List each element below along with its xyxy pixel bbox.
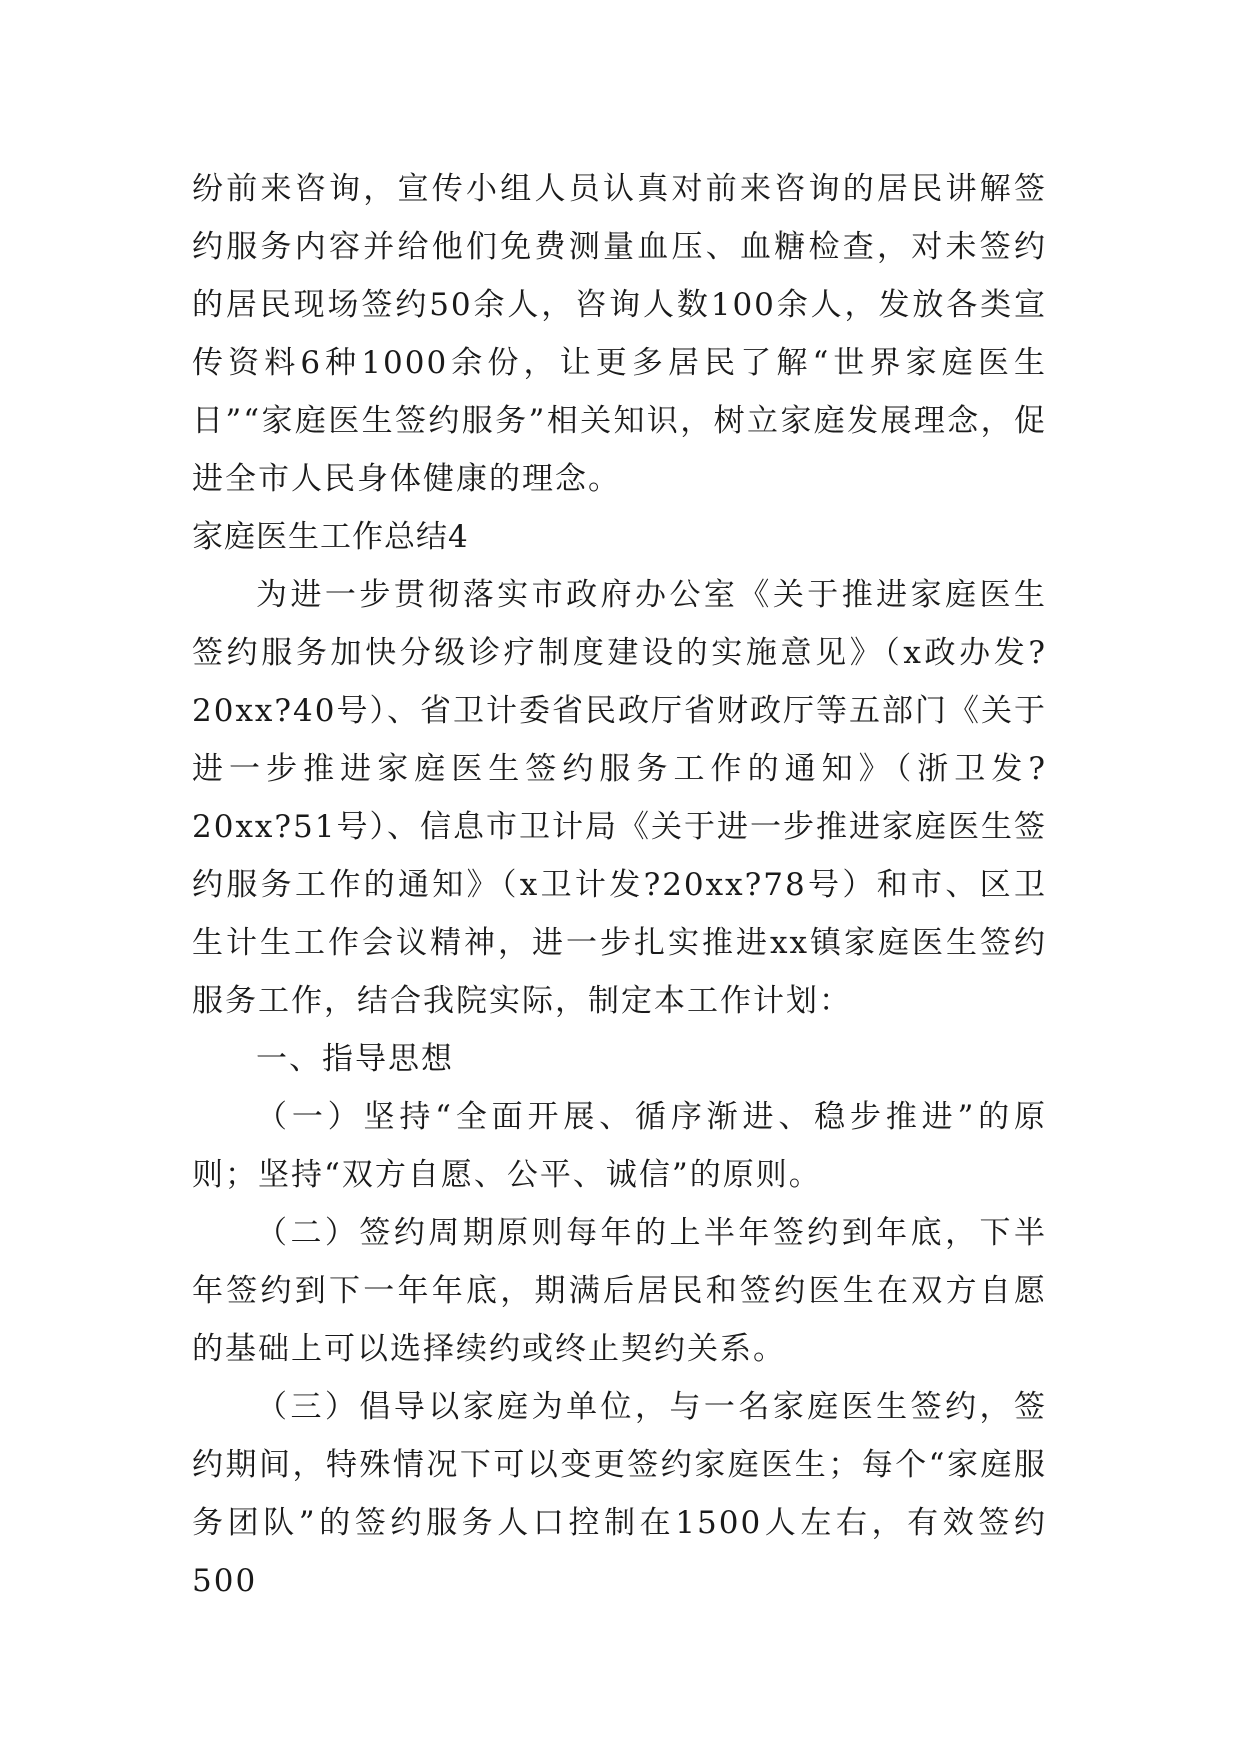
- section-title: 家庭医生工作总结4: [192, 519, 469, 555]
- subheading-guiding-ideology: 一、指导思想: [256, 1041, 454, 1077]
- paragraph-item-1: （一）坚持“全面开展、循序渐进、稳步推进”的原则；坚持“双方自愿、公平、诚信”的原则。: [192, 1099, 1047, 1193]
- paragraph-continuation: 纷前来咨询，宣传小组人员认真对前来咨询的居民讲解签约服务内容并给他们免费测量血压、血糖检查，对未签约的居民现场签约50余人，咨询人数100余人，发放各类宣传资料6种1000余份，让更多居民了解“世界家庭医生日”“家庭医生签约服务”相关知识，树立家庭发展理念，促进全市人民身体健康的理念。: [192, 171, 1047, 497]
- paragraph-intro: 为进一步贯彻落实市政府办公室《关于推进家庭医生签约服务加快分级诊疗制度建设的实施意见》（x政办发?20xx?40号）、省卫计委省民政厅省财政厅等五部门《关于进一步推进家庭医生签约服务工作的通知》（浙卫发?20xx?51号）、信息市卫计局《关于进一步推进家庭医生签约服务工作的通知》（x卫计发?20xx?78号）和市、区卫生计生工作会议精神，进一步扎实推进xx镇家庭医生签约服务工作，结合我院实际，制定本工作计划：: [192, 577, 1047, 1019]
- document-body: [192, 160, 1047, 1610]
- paragraph-item-2: （二）签约周期原则每年的上半年签约到年底，下半年签约到下一年年底，期满后居民和签约医生在双方自愿的基础上可以选择续约或终止契约关系。: [192, 1215, 1047, 1367]
- paragraph-item-3: （三）倡导以家庭为单位，与一名家庭医生签约，签约期间，特殊情况下可以变更签约家庭医生；每个“家庭服务团队”的签约服务人口控制在1500人左右，有效签约500: [192, 1389, 1047, 1599]
